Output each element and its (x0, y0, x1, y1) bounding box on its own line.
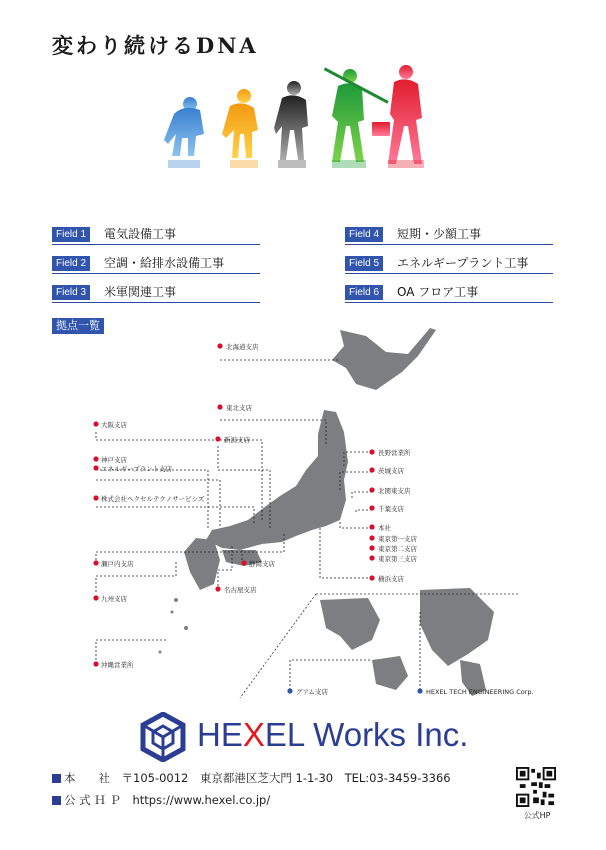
field-tag: Field 5 (345, 256, 383, 271)
hq-info (52, 770, 451, 786)
loc-shizuoka: 静岡支店 (249, 560, 275, 568)
loc-tokyo3: 東京第三支店 (378, 555, 417, 563)
loc-nagoya: 名古屋支店 (224, 586, 257, 594)
field-label: 短期・少額工事 (397, 227, 482, 241)
loc-guam: グアム支店 (296, 688, 329, 696)
locations-heading: 拠点一覧 (52, 318, 104, 334)
loc-ibaraki: 茨城支店 (378, 467, 404, 475)
bullet-square (52, 774, 61, 783)
field-label: 空調・給排水設備工事 (104, 256, 225, 270)
loc-chiba: 千葉支店 (378, 505, 404, 513)
hp-info (52, 792, 270, 808)
loc-hexel-tech-services: 株式会社ヘクセルテクノサービシズ (101, 495, 205, 503)
loc-kobe: 神戸支店 (101, 456, 127, 464)
loc-tokyo2: 東京第二支店 (378, 545, 417, 553)
field-label: OA フロア工事 (397, 285, 479, 299)
hp-label: 公 式 Ｈ Ｐ (64, 793, 121, 807)
world-inset-map (320, 588, 494, 696)
loc-osaka: 大阪支店 (101, 421, 127, 429)
loc-okinawa: 沖縄営業所 (101, 661, 134, 669)
loc-hokkaido: 北海道支店 (226, 343, 259, 351)
loc-yokohama: 横浜支店 (378, 575, 404, 583)
company-name: HEXEL Works Inc. (197, 716, 469, 753)
loc-hexel-tech-eng: HEXEL TECH ENGINEERING Corp. (426, 688, 534, 696)
qr-code-icon[interactable] (516, 767, 556, 807)
loc-tokyo1: 東京第一支店 (378, 535, 417, 543)
field-label: 電気設備工事 (104, 227, 177, 241)
loc-kyushu: 九州支店 (101, 595, 127, 603)
us-pin (417, 688, 422, 693)
hq-label: 本 社 (64, 771, 110, 785)
hexel-logo-icon (138, 712, 188, 762)
hq-address: 〒105-0012 東京都港区芝大門 1-1-30 TEL:03-3459-3366 (121, 771, 451, 785)
loc-energy: エネルギープラント支店 (101, 465, 173, 473)
field-tag: Field 2 (52, 256, 90, 271)
hp-url[interactable]: https://www.hexel.co.jp/ (132, 793, 271, 807)
field-tag: Field 3 (52, 285, 90, 300)
field-label: 米軍関連工事 (104, 285, 177, 299)
page-title: 変わり続けるDNA (52, 33, 259, 58)
loc-setouchi: 瀬戸内支店 (101, 560, 134, 568)
loc-niigata: 新潟支店 (224, 436, 250, 444)
loc-tohoku: 東北支店 (226, 404, 252, 412)
bullet-square (52, 796, 61, 805)
field-tag: Field 6 (345, 285, 383, 300)
field-label: エネルギープラント工事 (397, 256, 529, 270)
qr-caption: 公式HP (523, 811, 551, 820)
loc-kitakanto: 北関東支店 (378, 487, 411, 495)
field-tag: Field 1 (52, 227, 90, 242)
guam-pin (287, 688, 292, 693)
loc-nagano: 長野営業所 (378, 449, 411, 457)
loc-honsha: 本社 (378, 524, 391, 532)
field-tag: Field 4 (345, 227, 383, 242)
